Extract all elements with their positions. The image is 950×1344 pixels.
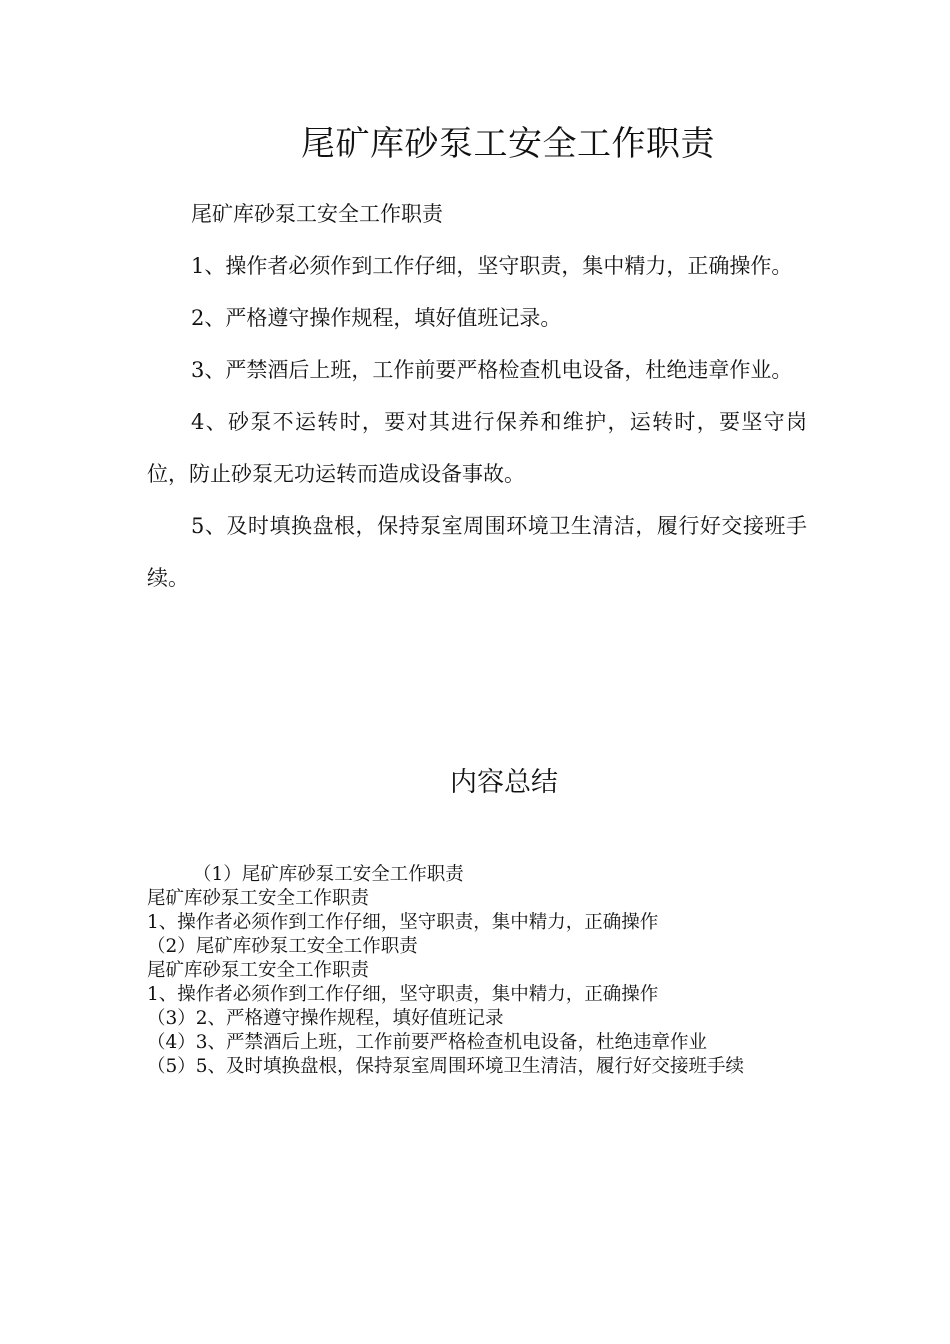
body-paragraph: 3、严禁酒后上班，工作前要严格检查机电设备，杜绝违章作业。: [191, 358, 793, 382]
summary-line: （3）2、严格遵守操作规程，填好值班记录: [147, 1008, 504, 1029]
summary-line: 1、操作者必须作到工作仔细，坚守职责，集中精力，正确操作: [147, 984, 659, 1005]
summary-line: （4）3、严禁酒后上班，工作前要严格检查机电设备，杜绝违章作业: [147, 1032, 708, 1053]
summary-list: [147, 863, 807, 1079]
body-paragraph: 1、操作者必须作到工作仔细，坚守职责，集中精力，正确操作。: [191, 254, 793, 278]
body-paragraph: 4、砂泵不运转时，要对其进行保养和维护，运转时，要坚守岗位，防止砂泵无功运转而造成设备事故。: [147, 410, 807, 486]
document-title: 尾矿库砂泵工安全工作职责: [301, 124, 715, 164]
summary-title: 内容总结: [450, 767, 558, 798]
body-paragraph: 5、及时填换盘根，保持泵室周围环境卫生清洁，履行好交接班手续。: [147, 514, 807, 590]
summary-line: 尾矿库砂泵工安全工作职责: [147, 888, 370, 909]
body-paragraph: 尾矿库砂泵工安全工作职责: [191, 202, 443, 226]
summary-line: 尾矿库砂泵工安全工作职责: [147, 960, 370, 981]
summary-line: 1、操作者必须作到工作仔细，坚守职责，集中精力，正确操作: [147, 912, 659, 933]
document-body: [147, 188, 807, 604]
body-paragraph: 2、严格遵守操作规程，填好值班记录。: [191, 306, 562, 330]
summary-line: （1）尾矿库砂泵工安全工作职责: [193, 864, 464, 885]
summary-line: （2）尾矿库砂泵工安全工作职责: [147, 936, 418, 957]
summary-line: （5）5、及时填换盘根，保持泵室周围环境卫生清洁，履行好交接班手续: [147, 1056, 745, 1077]
